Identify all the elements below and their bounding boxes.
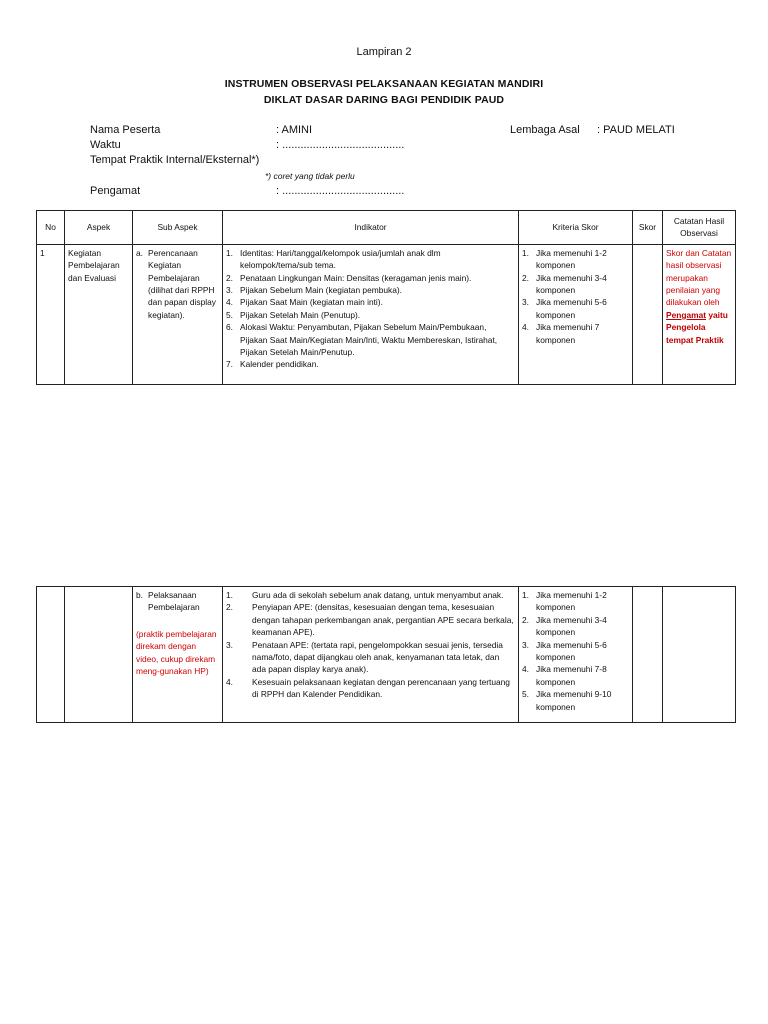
header-catatan: Catatan Hasil Observasi — [663, 211, 736, 245]
indikator-item — [226, 676, 515, 701]
kriteria-item-number: 3. — [522, 639, 529, 650]
kriteria-item — [522, 614, 629, 639]
kriteria-item-number: 1. — [522, 247, 529, 258]
kriteria-item-number: 1. — [522, 590, 529, 600]
document-title-line-1: INSTRUMEN OBSERVASI PELAKSANAAN KEGIATAN MANDIRI — [224, 78, 544, 90]
indikator-item — [226, 247, 515, 272]
indikator-item-number: 5. — [226, 309, 233, 320]
header-sub-aspek: Sub Aspek — [133, 211, 223, 245]
indikator-item-number: 3. — [226, 639, 233, 650]
indikator-item-text: Alokasi Waktu: Penyambutan, Pijakan Sebelum Main/Pembukaan, Pijakan Saat Main/Kegiatan Main/Inti, Waktu Membereskan, Istirahat, Pijakan Setelah Main/Penutup. — [240, 322, 498, 358]
kriteria-item-text: Jika memenuhi 3-4 komponen — [536, 272, 607, 296]
indikator-item-number: 3. — [226, 285, 233, 296]
row1-aspek: Kegiatan Pembelajaran dan Evaluasi — [65, 244, 133, 384]
header-no: No — [37, 211, 65, 245]
indikator-item-text: Guru ada di sekolah sebelum anak datang, untuk menyambut anak. — [252, 590, 504, 600]
row2-indikator — [223, 587, 519, 723]
kriteria-item-text: Jika memenuhi 7 komponen — [536, 322, 600, 345]
indikator-item-number: 2. — [226, 602, 233, 613]
indikator-item — [226, 639, 515, 676]
indikator-item-text: Pijakan Setelah Main (Penutup). — [240, 309, 361, 320]
indikator-item — [226, 309, 515, 321]
indikator-item-number: 7. — [226, 359, 233, 370]
kriteria-item-text: Jika memenuhi 5-6 komponen — [536, 297, 607, 320]
row2-kriteria — [519, 587, 633, 723]
kriteria-item-text: Jika memenuhi 3-4 komponen — [536, 614, 607, 638]
indikator-item-text: Kesesuain pelaksanaan kegiatan dengan perencanaan yang tertuang di RPPH dan Kalender Pendidikan. — [252, 676, 510, 700]
indikator-item-text: Penataan APE: (tertata rapi, pengelompokkan sesuai jenis, tersedia nama/foto, dapat dijangkau oleh anak, kenyamanan tata letak, dan ada papan display karya anak). — [252, 639, 503, 675]
row1-skor — [633, 244, 663, 384]
row1-indikator — [223, 244, 519, 384]
header-skor: Skor — [633, 211, 663, 245]
kriteria-item — [522, 321, 629, 346]
row2-sub-aspek — [133, 587, 223, 723]
row1-sub-text: Perencanaan Kegiatan Pembelajaran (dilihat dari RPPH dan papan display kegiatan). — [148, 247, 216, 320]
indikator-item — [226, 358, 515, 370]
kriteria-item-number: 2. — [522, 272, 529, 283]
row1-no: 1 — [37, 244, 65, 384]
kriteria-item — [522, 296, 629, 321]
indikator-item-number: 4. — [226, 297, 233, 308]
kriteria-item — [522, 639, 629, 664]
row2-sub-text: Pelaksanaan Pembelajaran — [148, 590, 200, 613]
kriteria-item — [522, 688, 629, 713]
document-title-line-2: DIKLAT DASAR DARING BAGI PENDIDIK PAUD — [263, 94, 505, 106]
header-kriteria-skor: Kriteria Skor — [519, 211, 633, 245]
indikator-item — [226, 296, 515, 308]
catatan-pengamat: Pengamat — [666, 309, 707, 320]
kriteria-item-text: Jika memenuhi 1-2 komponen — [536, 590, 607, 613]
pengamat-value: : ........................................ — [276, 185, 405, 197]
kriteria-item — [522, 663, 629, 688]
row1-sub-aspek — [133, 244, 223, 384]
waktu-label: Waktu — [90, 139, 121, 151]
row2-catatan — [663, 587, 736, 723]
kriteria-item-number: 2. — [522, 614, 529, 625]
row1-catatan — [663, 244, 736, 384]
indikator-item-text: Penataan Lingkungan Main: Densitas (keragaman jenis main). — [240, 272, 472, 283]
indikator-item-text: Kalender pendidikan. — [240, 359, 319, 370]
kriteria-item-number: 3. — [522, 297, 529, 308]
indikator-item — [226, 284, 515, 296]
indikator-item-text: Penyiapan APE: (densitas, kesesuaian dengan tema, kesesuaian dengan tahapan perkembangan anak, pergantian APE secara berkala, keamanan APE). — [252, 602, 514, 638]
pengamat-label: Pengamat — [90, 185, 141, 197]
lembaga-asal-value: : PAUD MELATI — [597, 124, 675, 136]
lampiran-label: Lampiran 2 — [356, 46, 412, 58]
catatan-red-text: Skor dan Catatan hasil observasi merupakan penilaian yang dilakukan oleh — [666, 247, 732, 308]
observation-table-part-2 — [36, 586, 736, 723]
kriteria-item-text: Jika memenuhi 5-6 komponen — [536, 639, 607, 663]
tempat-praktik-label: Tempat Praktik Internal/Eksternal*) — [90, 154, 260, 166]
row2-skor — [633, 587, 663, 723]
kriteria-item-number: 4. — [522, 322, 529, 333]
indikator-item-number: 4. — [226, 676, 233, 687]
kriteria-item — [522, 589, 629, 614]
row1-kriteria — [519, 244, 633, 384]
nama-peserta-label: Nama Peserta — [90, 124, 161, 136]
kriteria-item — [522, 247, 629, 272]
indikator-item-text: Identitas: Hari/tanggal/kelompok usia/jumlah anak dlm kelompok/tema/sub tema. — [240, 247, 441, 271]
indikator-item-number: 1. — [226, 590, 233, 600]
indikator-item-number: 2. — [226, 272, 233, 283]
indikator-item — [226, 589, 515, 601]
indikator-item — [226, 272, 515, 284]
header-aspek: Aspek — [65, 211, 133, 245]
nama-peserta-value: : AMINI — [276, 124, 313, 136]
indikator-item-text: Pijakan Sebelum Main (kegiatan pembuka). — [240, 285, 403, 296]
kriteria-item — [522, 272, 629, 297]
row2-sub-num: b. — [136, 590, 143, 600]
coret-note: *) coret yang tidak perlu — [265, 171, 355, 181]
row1-sub-num: a. — [136, 247, 143, 258]
indikator-item-number: 1. — [226, 247, 233, 258]
row2-aspek — [65, 587, 133, 723]
indikator-item-text: Pijakan Saat Main (kegiatan main inti). — [240, 297, 383, 308]
indikator-item — [226, 601, 515, 638]
kriteria-item-number: 5. — [522, 689, 529, 700]
kriteria-item-text: Jika memenuhi 7-8 komponen — [536, 664, 607, 687]
lembaga-asal-label: Lembaga Asal — [510, 124, 580, 136]
row2-no — [37, 587, 65, 723]
waktu-value: : ........................................ — [276, 139, 405, 151]
kriteria-item-text: Jika memenuhi 9-10 komponen — [536, 689, 612, 712]
observation-table-part-1 — [36, 210, 736, 385]
indikator-item-number: 6. — [226, 322, 233, 333]
header-indikator: Indikator — [223, 211, 519, 245]
kriteria-item-number: 4. — [522, 664, 529, 675]
kriteria-item-text: Jika memenuhi 1-2 komponen — [536, 247, 607, 271]
indikator-item — [226, 321, 515, 358]
row2-sub-note: (praktik pembelajaran direkam dengan video, cukup direkam meng-gunakan HP) — [136, 628, 217, 677]
catatan-bold-text: yaitu Pengelola tempat Praktik — [666, 309, 728, 345]
